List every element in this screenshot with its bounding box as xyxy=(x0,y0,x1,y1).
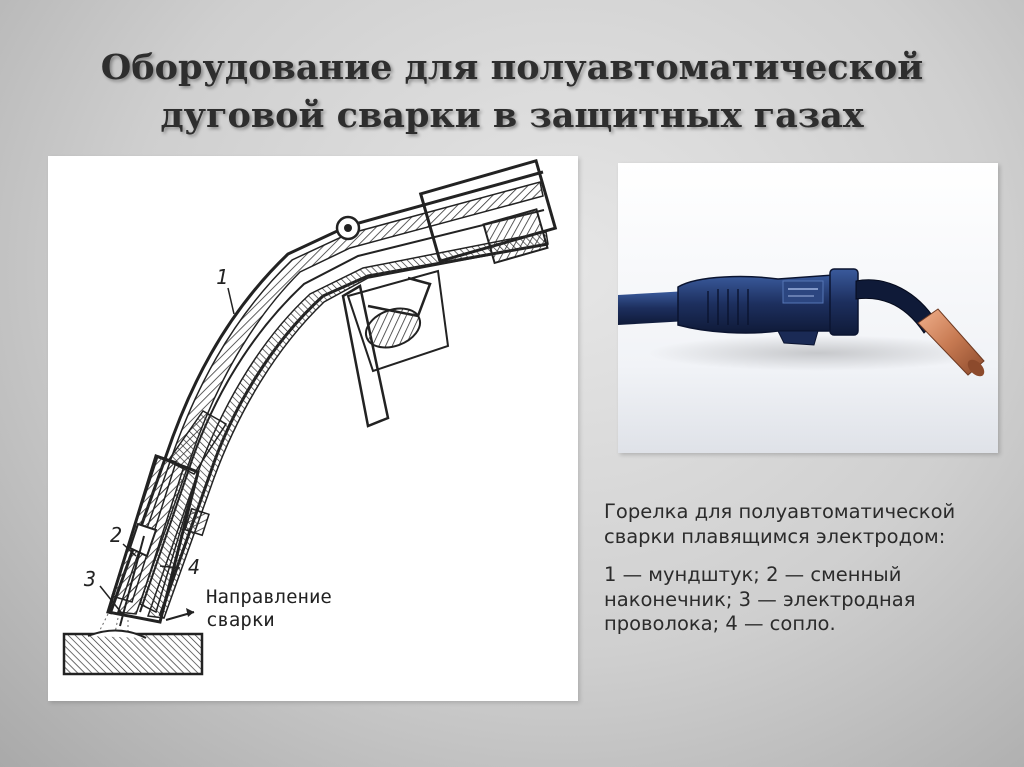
workpiece xyxy=(64,634,202,674)
photo-caption xyxy=(604,500,1014,651)
label-part-1: 1 xyxy=(216,265,229,289)
trigger-lever xyxy=(343,286,388,426)
label-part-2: 2 xyxy=(110,523,123,547)
torch-photo-icon xyxy=(618,163,998,453)
title-line-1: Оборудование для полуавтоматической xyxy=(100,47,924,88)
torch-schematic-drawing xyxy=(48,156,578,701)
label-direction-line2: сварки xyxy=(206,609,275,631)
label-direction-line1: Направление xyxy=(206,586,332,608)
slide-title xyxy=(0,44,1024,140)
label-part-3: 3 xyxy=(84,567,97,591)
caption-legend: 1 — мундштук; 2 — сменный наконечник; 3 — электродная проволока; 4 — сопло. xyxy=(604,563,916,635)
caption-heading: Горелка для полуавтоматической сварки плавящимся электродом: xyxy=(604,500,956,548)
torch-cross-section-diagram xyxy=(48,156,578,701)
title-line-2: дуговой сварки в защитных газах xyxy=(160,95,864,136)
welding-torch-photo xyxy=(618,163,998,453)
label-part-4: 4 xyxy=(188,555,201,579)
